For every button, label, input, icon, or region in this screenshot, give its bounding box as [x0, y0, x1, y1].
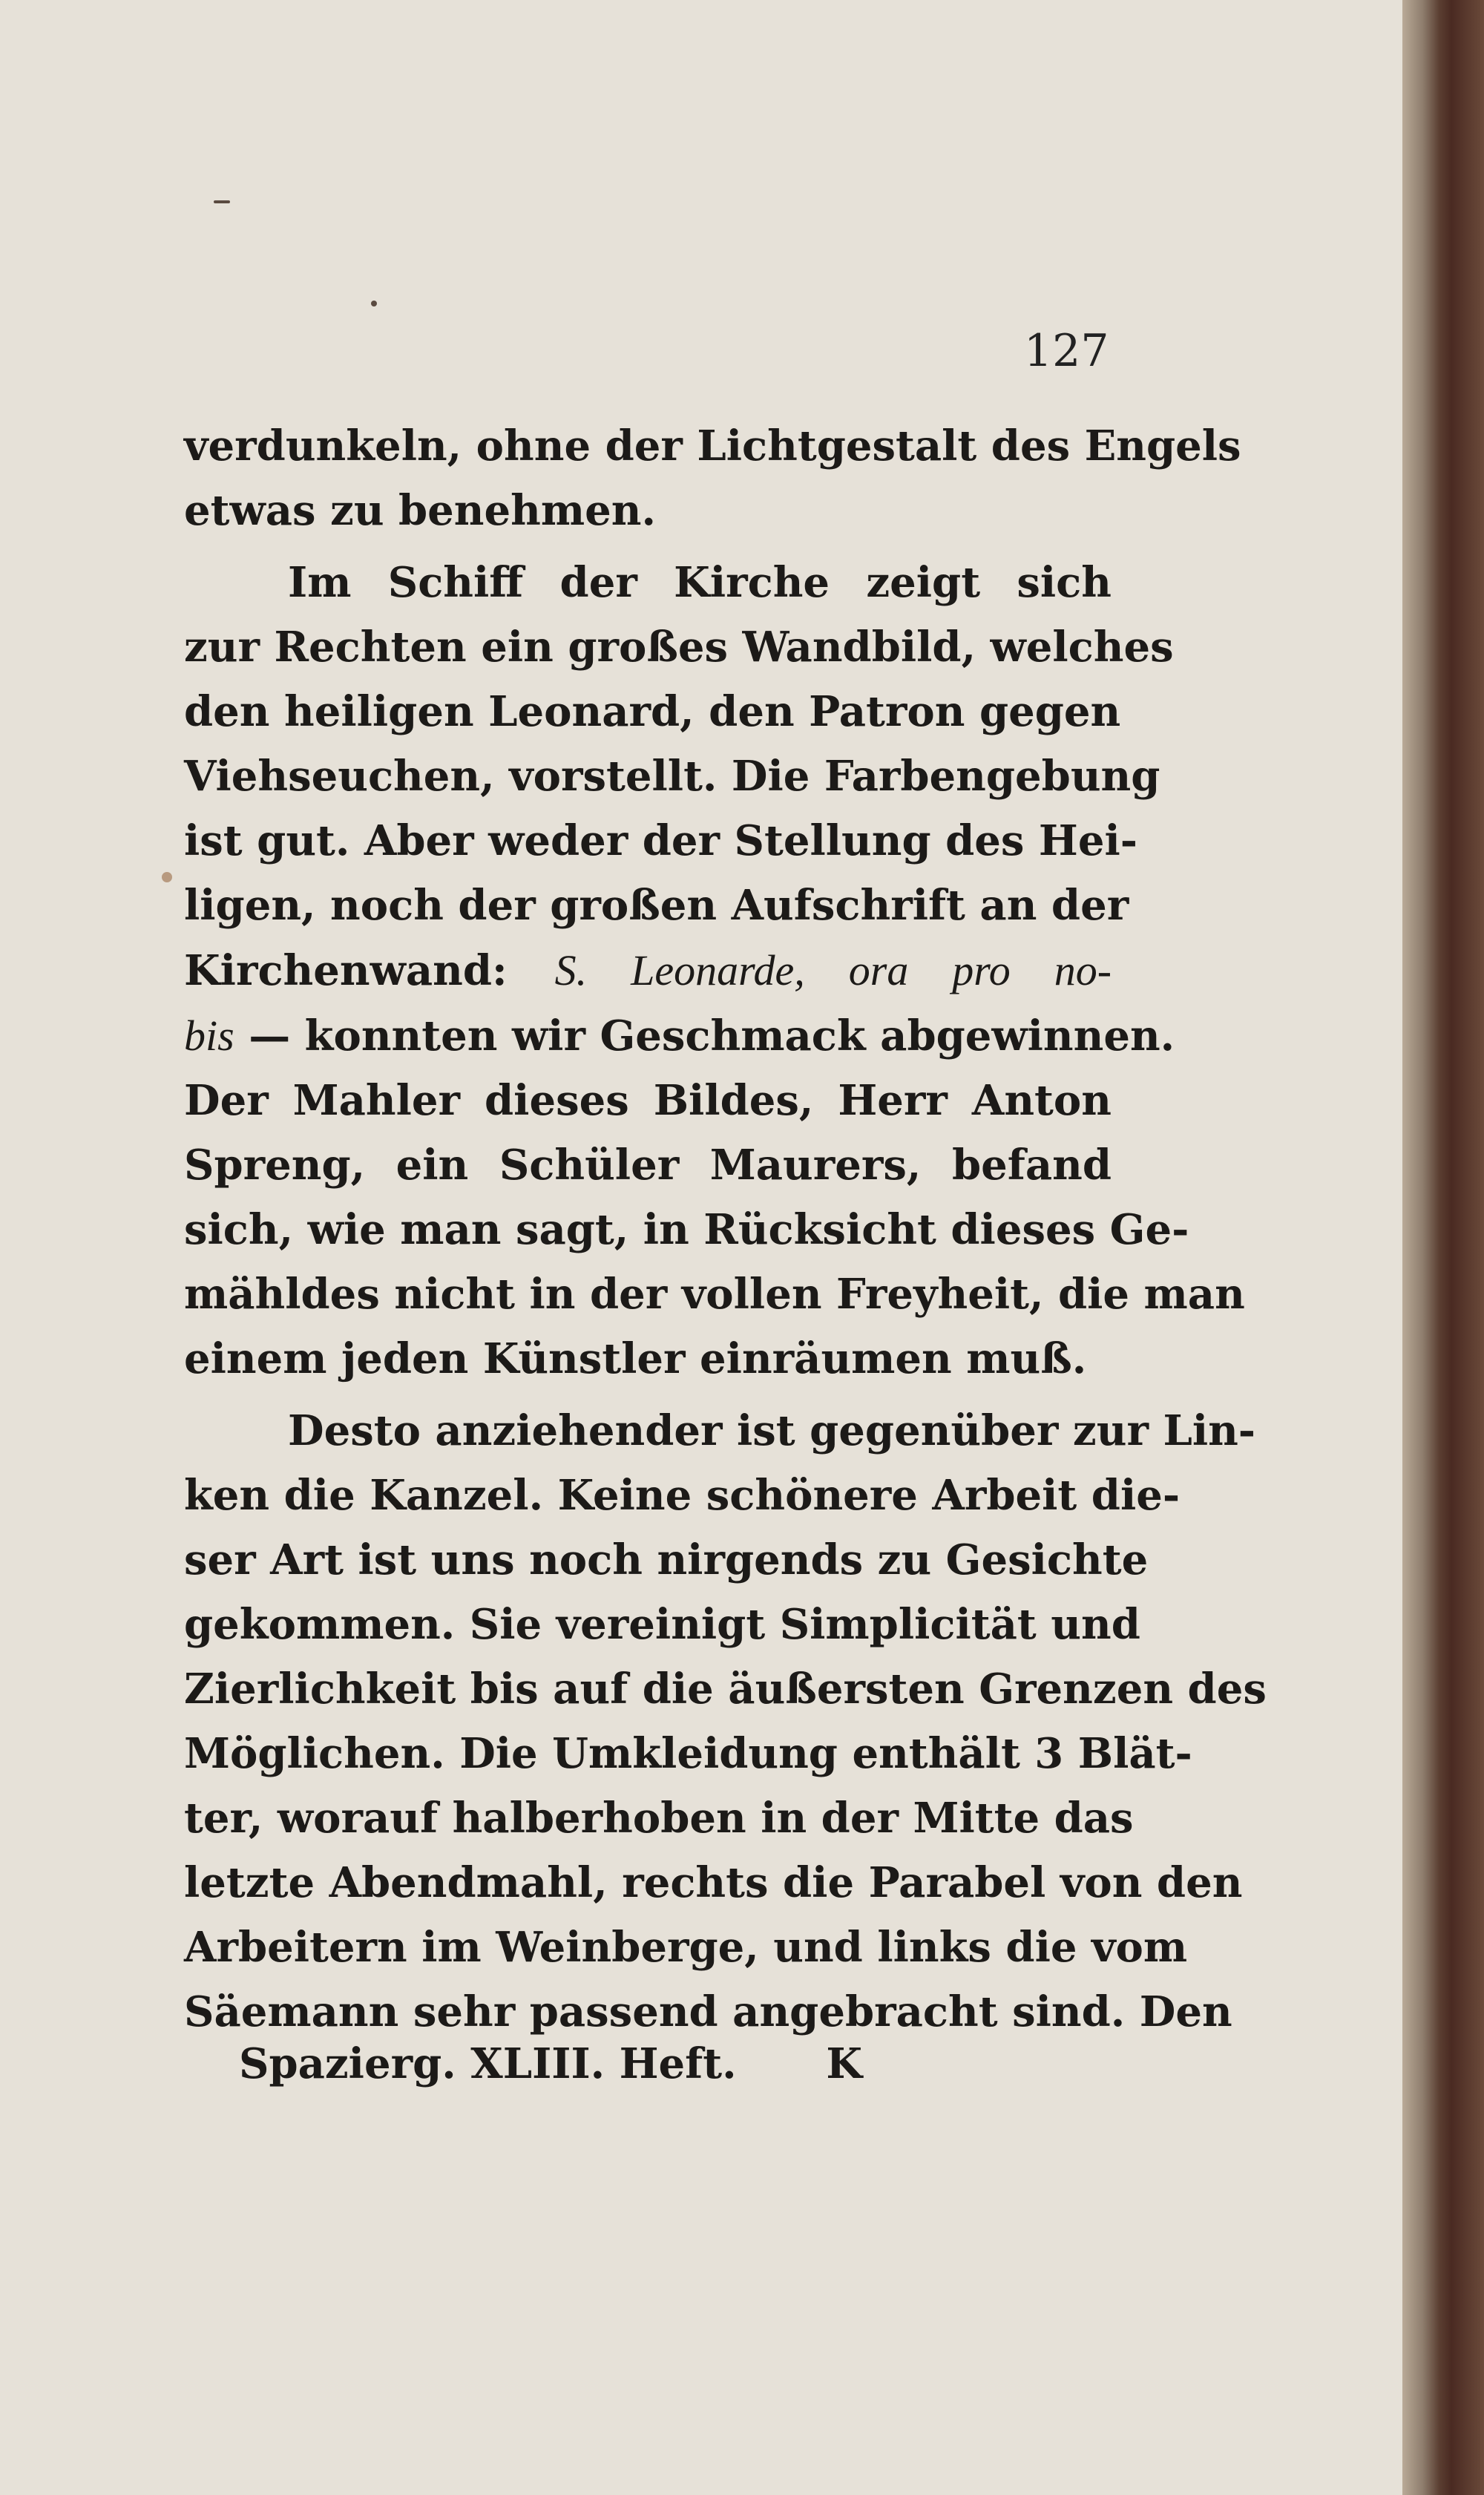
line-text: Möglichen. Die Umkleidung enthält 3 Blät-: [184, 1729, 1192, 1778]
text-line: [184, 1980, 1232, 2045]
line-text: etwas zu benehmen.: [184, 486, 656, 535]
line-text: letzte Abendmahl, rechts die Parabel von den: [184, 1858, 1243, 1907]
line-text: Spreng, ein Schüler Maurers, befand: [184, 1141, 1112, 1190]
book-page-edge: [1402, 0, 1484, 2495]
text-line: [184, 479, 1112, 543]
paper-speck: [214, 200, 230, 203]
running-title: Spazierg. XLIII. Heft.: [239, 2039, 737, 2088]
text-line: [184, 1722, 1192, 1786]
text-line: [184, 744, 1160, 809]
text-line: [184, 809, 1137, 873]
body-text: [184, 414, 1267, 2045]
text-line: [184, 551, 1112, 615]
text-line: [184, 1786, 1134, 1851]
line-text: Kirchenwand:: [184, 946, 555, 995]
text-line: [184, 938, 1112, 1003]
text-line: [184, 873, 1129, 938]
text-line: [184, 680, 1121, 744]
text-line: [184, 1133, 1112, 1198]
line-text: Desto anziehender ist gegenüber zur Lin-: [288, 1406, 1256, 1455]
line-text: ser Art ist uns noch nirgends zu Gesichte: [184, 1535, 1149, 1584]
line-text: mähldes nicht in der vollen Freyheit, die man: [184, 1270, 1245, 1319]
text-line: [184, 1528, 1149, 1593]
text-line: [184, 1327, 1112, 1391]
line-text: einem jeden Künstler einräumen muß.: [184, 1334, 1087, 1383]
line-text: den heiligen Leonard, den Patron gegen: [184, 687, 1121, 736]
text-line: [184, 1198, 1189, 1262]
text-line: [184, 1003, 1175, 1069]
text-line: [184, 1915, 1188, 1980]
text-line: [184, 1593, 1140, 1657]
line-text: sich, wie man sagt, in Rücksicht dieses Ge-: [184, 1205, 1189, 1254]
line-text: Der Mahler dieses Bildes, Herr Anton: [184, 1076, 1112, 1125]
line-text: Arbeitern im Weinberge, und links die vom: [184, 1923, 1188, 1972]
line-text: zur Rechten ein großes Wandbild, welches: [184, 623, 1174, 672]
line-text: ken die Kanzel. Keine schönere Arbeit die-: [184, 1471, 1181, 1520]
italic-text: S. Leonarde, ora pro no-: [554, 946, 1112, 994]
text-line: [184, 1657, 1267, 1722]
paper-speck: [162, 872, 172, 882]
paragraph-gap: [184, 1391, 1112, 1399]
paragraph-gap: [184, 543, 1112, 551]
line-text: verdunkeln, ohne der Lichtgestalt des Engels: [184, 422, 1241, 471]
italic-text: bis: [184, 1012, 234, 1060]
line-text: — konnten wir Geschmack abgewinnen.: [249, 1012, 1175, 1060]
page-footer: [239, 2039, 892, 2088]
signature-mark: K: [826, 2039, 862, 2088]
text-line: [184, 414, 1241, 479]
line-text: Im Schiff der Kirche zeigt sich: [288, 558, 1112, 607]
text-line: [184, 615, 1174, 680]
text-line: [184, 1262, 1245, 1327]
line-text: Säemann sehr passend angebracht sind. Den: [184, 1987, 1232, 2036]
page-number: 127: [1024, 325, 1109, 377]
line-text: ligen, noch der großen Aufschrift an der: [184, 881, 1129, 930]
paper-speck: [371, 301, 377, 306]
line-text: Zierlichkeit bis auf die äußersten Grenzen des: [184, 1665, 1267, 1714]
text-line: [184, 1069, 1112, 1133]
text-line: [184, 1463, 1181, 1528]
text-line: [184, 1851, 1243, 1915]
line-text: gekommen. Sie vereinigt Simplicität und: [184, 1600, 1140, 1649]
line-text: ist gut. Aber weder der Stellung des Hei-: [184, 816, 1137, 865]
line-text: Viehseuchen, vorstellt. Die Farbengebung: [184, 752, 1160, 801]
text-line: [184, 1399, 1256, 1463]
line-text: ter, worauf halberhoben in der Mitte das: [184, 1794, 1134, 1843]
